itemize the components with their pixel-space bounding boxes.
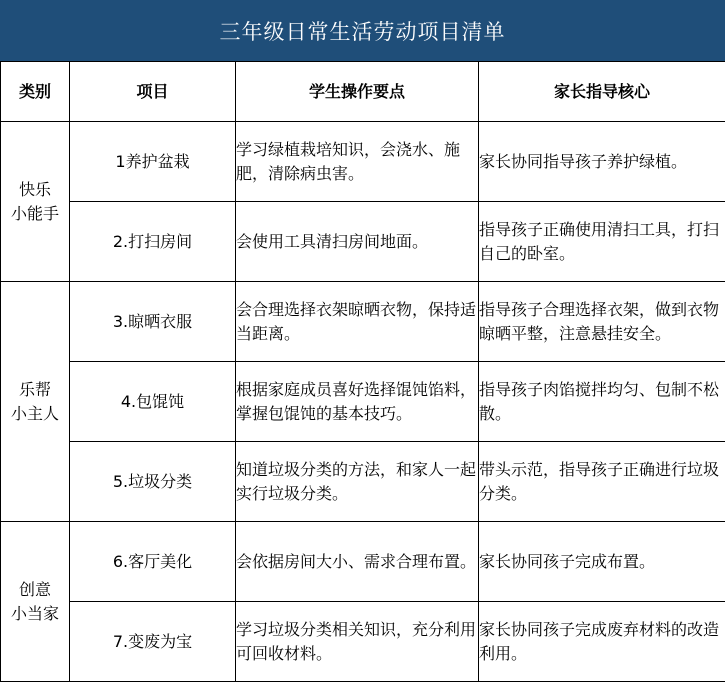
item-cell: 3.晾晒衣服 xyxy=(70,282,236,362)
guidance-cell: 指导孩子正确使用清扫工具，打扫自己的卧室。 xyxy=(479,202,725,282)
header-guidance: 家长指导核心 xyxy=(479,62,725,122)
table-row xyxy=(1,282,725,362)
operation-cell: 学习绿植栽培知识，会浇水、施肥，清除病虫害。 xyxy=(236,122,479,202)
item-cell: 2.打扫房间 xyxy=(70,202,236,282)
item-cell: 5.垃圾分类 xyxy=(70,442,236,522)
item-cell: 7.变废为宝 xyxy=(70,602,236,682)
guidance-cell: 指导孩子肉馅搅拌均匀、包制不松散。 xyxy=(479,362,725,442)
header-row xyxy=(1,62,725,122)
operation-cell: 会合理选择衣架晾晒衣物，保持适当距离。 xyxy=(236,282,479,362)
category-cell xyxy=(1,522,70,682)
category-label-line1: 快乐 xyxy=(1,178,69,202)
guidance-cell: 家长协同指导孩子养护绿植。 xyxy=(479,122,725,202)
table-row xyxy=(1,122,725,202)
guidance-cell: 指导孩子合理选择衣架，做到衣物晾晒平整，注意悬挂安全。 xyxy=(479,282,725,362)
item-cell: 4.包馄饨 xyxy=(70,362,236,442)
category-label-line1: 乐帮 xyxy=(1,378,69,402)
guidance-cell: 带头示范，指导孩子正确进行垃圾分类。 xyxy=(479,442,725,522)
category-label-line2: 小当家 xyxy=(1,602,69,626)
category-label-line2: 小主人 xyxy=(1,402,69,426)
table-title: 三年级日常生活劳动项目清单 xyxy=(0,0,725,61)
item-cell: 1养护盆栽 xyxy=(70,122,236,202)
table-row xyxy=(1,202,725,282)
operation-cell: 会依据房间大小、需求合理布置。 xyxy=(236,522,479,602)
category-cell xyxy=(1,282,70,522)
table-row xyxy=(1,522,725,602)
operation-cell: 根据家庭成员喜好选择馄饨馅料，掌握包馄饨的基本技巧。 xyxy=(236,362,479,442)
table-row xyxy=(1,362,725,442)
guidance-cell: 家长协同孩子完成布置。 xyxy=(479,522,725,602)
header-operation: 学生操作要点 xyxy=(236,62,479,122)
item-cell: 6.客厅美化 xyxy=(70,522,236,602)
labor-project-table xyxy=(0,61,725,682)
guidance-cell: 家长协同孩子完成废弃材料的改造利用。 xyxy=(479,602,725,682)
operation-cell: 学习垃圾分类相关知识，充分利用可回收材料。 xyxy=(236,602,479,682)
operation-cell: 会使用工具清扫房间地面。 xyxy=(236,202,479,282)
table-row xyxy=(1,602,725,682)
category-cell xyxy=(1,122,70,282)
category-label-line2: 小能手 xyxy=(1,202,69,226)
operation-cell: 知道垃圾分类的方法，和家人一起实行垃圾分类。 xyxy=(236,442,479,522)
header-item: 项目 xyxy=(70,62,236,122)
table-row xyxy=(1,442,725,522)
header-category: 类别 xyxy=(1,62,70,122)
category-label-line1: 创意 xyxy=(1,578,69,602)
